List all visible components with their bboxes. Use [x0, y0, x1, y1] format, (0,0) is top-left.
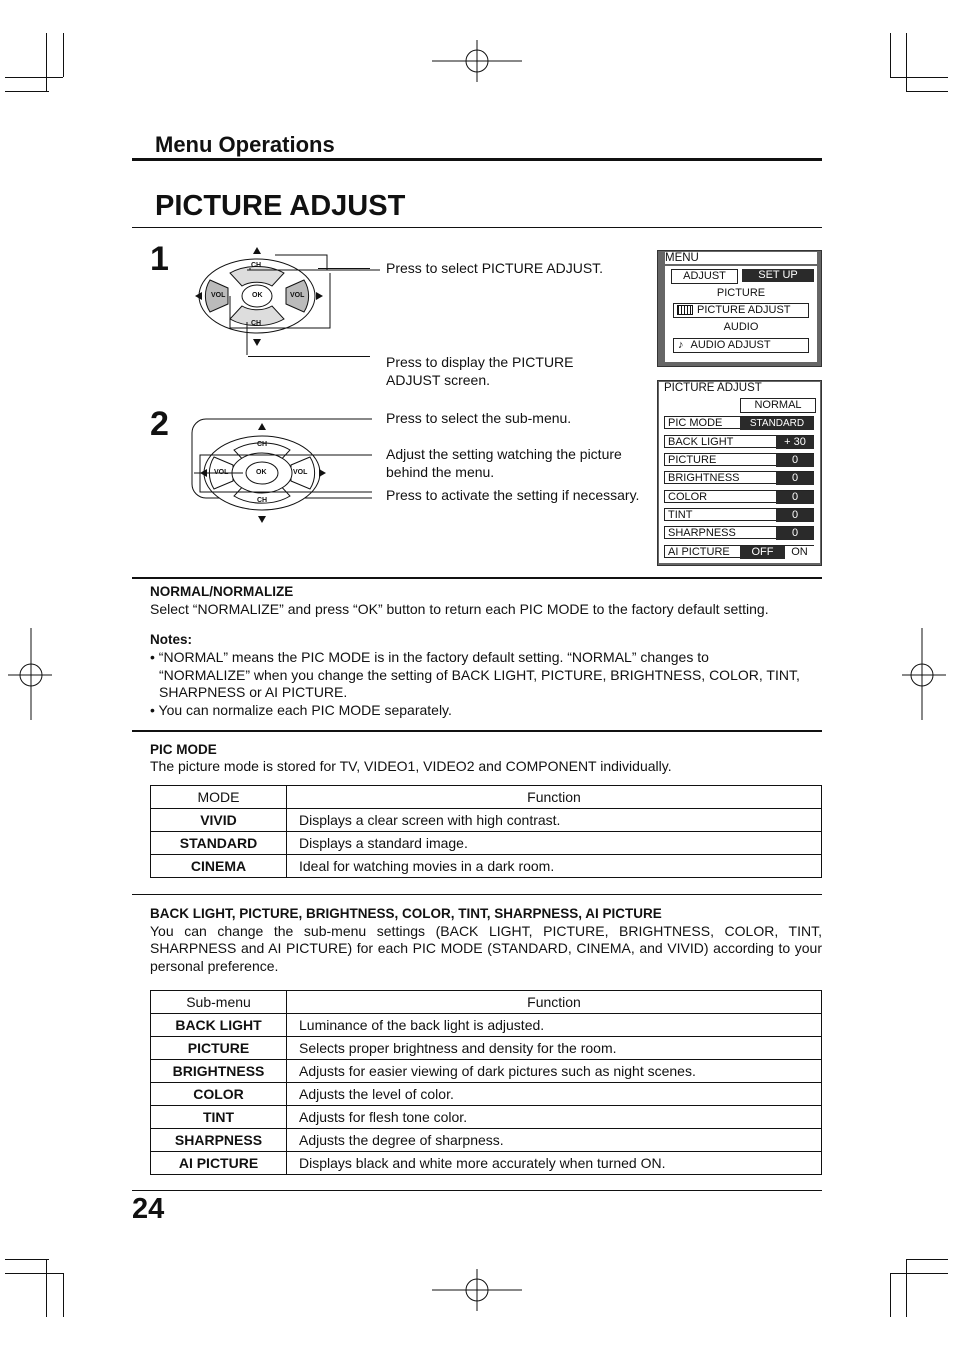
step2-instruction-b-1: Adjust the setting watching the picture [386, 446, 622, 462]
tab-adjust[interactable]: ADJUST [671, 269, 738, 284]
mode-function: Displays a clear screen with high contrast. [287, 809, 822, 832]
divider [132, 730, 822, 732]
picture-adjust-screen [657, 380, 822, 566]
row-value: 0 [776, 472, 814, 485]
submenu-name: BACK LIGHT [151, 1014, 287, 1037]
header-mode: MODE [151, 786, 287, 809]
mode-function: Displays a standard image. [287, 832, 822, 855]
section-title: Menu Operations [155, 132, 335, 157]
step2-instruction-c: Press to activate the setting if necessary. [386, 487, 640, 503]
remote2-ch-down[interactable]: CH [257, 497, 268, 504]
step2-instruction-a: Press to select the sub-menu. [386, 410, 572, 426]
menu-audio-label: AUDIO [723, 321, 759, 333]
normalize-text: Select “NORMALIZE” and press “OK” button to return each PIC MODE to the factory default setting. [150, 601, 769, 617]
divider [132, 577, 822, 579]
normal-indicator[interactable]: NORMAL [740, 398, 816, 413]
table-row [151, 1129, 822, 1152]
ai-on-option[interactable]: ON [785, 546, 814, 559]
pic-mode-heading: PIC MODE [150, 742, 217, 757]
table-row [151, 1014, 822, 1037]
mode-name: CINEMA [151, 855, 287, 878]
mode-function: Ideal for watching movies in a dark room. [287, 855, 822, 878]
row-label: BACK LIGHT [668, 436, 734, 448]
row-label: AI PICTURE [668, 546, 730, 558]
submenu-name: SHARPNESS [151, 1129, 287, 1152]
remote2-ch-up[interactable]: CH [257, 441, 268, 448]
table-row [151, 1152, 822, 1175]
table-row [151, 1083, 822, 1106]
submenu-function: Adjusts for easier viewing of dark pictures such as night scenes. [287, 1060, 822, 1083]
leader-line [318, 268, 370, 269]
row-value: 0 [776, 454, 814, 467]
menu-picture-adjust-label: PICTURE ADJUST [697, 304, 791, 316]
page-title: PICTURE ADJUST [155, 190, 406, 222]
remote2-vol-right[interactable]: VOL [293, 469, 308, 476]
header-function: Function [287, 786, 822, 809]
page-number: 24 [132, 1193, 165, 1225]
submenu-text-line-1: You can change the sub-menu settings (BACK LIGHT, PICTURE, BRIGHTNESS, COLOR, TINT, [150, 923, 822, 939]
row-label: PICTURE [668, 454, 717, 466]
submenu-function: Luminance of the back light is adjusted. [287, 1014, 822, 1037]
submenu-name: BRIGHTNESS [151, 1060, 287, 1083]
remote1-ch-up[interactable]: CH [251, 262, 262, 269]
table-row [151, 832, 822, 855]
remote1-vol-right[interactable]: VOL [290, 292, 305, 299]
row-value: 0 [776, 527, 814, 540]
submenu-function: Adjusts the level of color. [287, 1083, 822, 1106]
menu-picture-label: PICTURE [716, 287, 766, 299]
submenu-heading: BACK LIGHT, PICTURE, BRIGHTNESS, COLOR, TINT, SHARPNESS, AI PICTURE [150, 906, 662, 921]
section-divider [132, 158, 822, 161]
remote1-vol-left[interactable]: VOL [211, 292, 226, 299]
pic-mode-table [150, 785, 822, 878]
row-label: SHARPNESS [668, 527, 736, 539]
step1-instruction-b-2: ADJUST screen. [386, 372, 490, 388]
note-1-line-3: SHARPNESS or AI PICTURE. [159, 684, 348, 700]
menu-audio-adjust[interactable] [673, 338, 809, 353]
submenu-function: Adjusts the degree of sharpness. [287, 1129, 822, 1152]
table-header-row [151, 786, 822, 809]
submenu-name: COLOR [151, 1083, 287, 1106]
leader-line [248, 356, 370, 357]
note-1-line-1: • “NORMAL” means the PIC MODE is in the factory default setting. “NORMAL” changes to [150, 649, 709, 665]
music-note-icon: ♪ [678, 339, 684, 351]
row-value: 0 [776, 509, 814, 522]
adjust-screen-title: PICTURE ADJUST [664, 382, 762, 394]
table-header-row [151, 991, 822, 1014]
header-function: Function [287, 991, 822, 1014]
notes-heading: Notes: [150, 632, 193, 647]
tab-setup[interactable]: SET UP [742, 269, 814, 282]
normalize-heading: NORMAL/NORMALIZE [150, 584, 294, 599]
picture-icon [677, 305, 693, 315]
table-row [151, 1106, 822, 1129]
submenu-text-line-3: personal preference. [150, 958, 279, 974]
footer-divider [132, 1190, 822, 1191]
menu-screen [657, 250, 822, 367]
table-row [151, 1037, 822, 1060]
mode-name: STANDARD [151, 832, 287, 855]
submenu-function: Displays black and white more accurately when turned ON. [287, 1152, 822, 1175]
mode-name: VIVID [151, 809, 287, 832]
menu-picture-adjust[interactable] [673, 303, 809, 318]
submenu-name: AI PICTURE [151, 1152, 287, 1175]
row-label: TINT [668, 509, 693, 521]
ai-off-option[interactable]: OFF [740, 546, 785, 559]
step1-instruction-a: Press to select PICTURE ADJUST. [386, 260, 604, 276]
row-label: PIC MODE [668, 417, 723, 429]
menu-audio-adjust-label: AUDIO ADJUST [690, 339, 771, 351]
submenu-name: PICTURE [151, 1037, 287, 1060]
submenu-name: TINT [151, 1106, 287, 1129]
table-row [151, 1060, 822, 1083]
row-value: 0 [776, 491, 814, 504]
remote2-ok[interactable]: OK [256, 469, 267, 476]
table-row [151, 855, 822, 878]
note-1-line-2: “NORMALIZE” when you change the setting of BACK LIGHT, PICTURE, BRIGHTNESS, COLOR, TINT, [159, 667, 800, 683]
step-number-2: 2 [150, 405, 169, 443]
header-submenu: Sub-menu [151, 991, 287, 1014]
row-value: STANDARD [740, 417, 814, 430]
note-2: • You can normalize each PIC MODE separately. [150, 702, 452, 718]
submenu-function: Selects proper brightness and density for the room. [287, 1037, 822, 1060]
row-label: BRIGHTNESS [668, 472, 740, 484]
submenu-text-line-2: SHARPNESS and AI PICTURE) for each PIC MODE (STANDARD, CINEMA, and VIVID) according to your [150, 940, 822, 956]
title-divider [132, 227, 822, 228]
row-value: + 30 [776, 436, 814, 449]
step-number-1: 1 [150, 240, 169, 278]
submenu-table [150, 990, 822, 1175]
divider [132, 894, 822, 895]
remote2-vol-left[interactable]: VOL [214, 469, 229, 476]
remote1-ch-down[interactable]: CH [251, 320, 262, 327]
step1-instruction-b-1: Press to display the PICTURE [386, 354, 574, 370]
menu-title: MENU [665, 252, 817, 264]
table-row [151, 809, 822, 832]
pic-mode-text: The picture mode is stored for TV, VIDEO1, VIDEO2 and COMPONENT individually. [150, 758, 672, 774]
remote1-ok[interactable]: OK [252, 292, 263, 299]
row-label: COLOR [668, 491, 708, 503]
step2-instruction-b-2: behind the menu. [386, 464, 495, 480]
submenu-function: Adjusts for flesh tone color. [287, 1106, 822, 1129]
